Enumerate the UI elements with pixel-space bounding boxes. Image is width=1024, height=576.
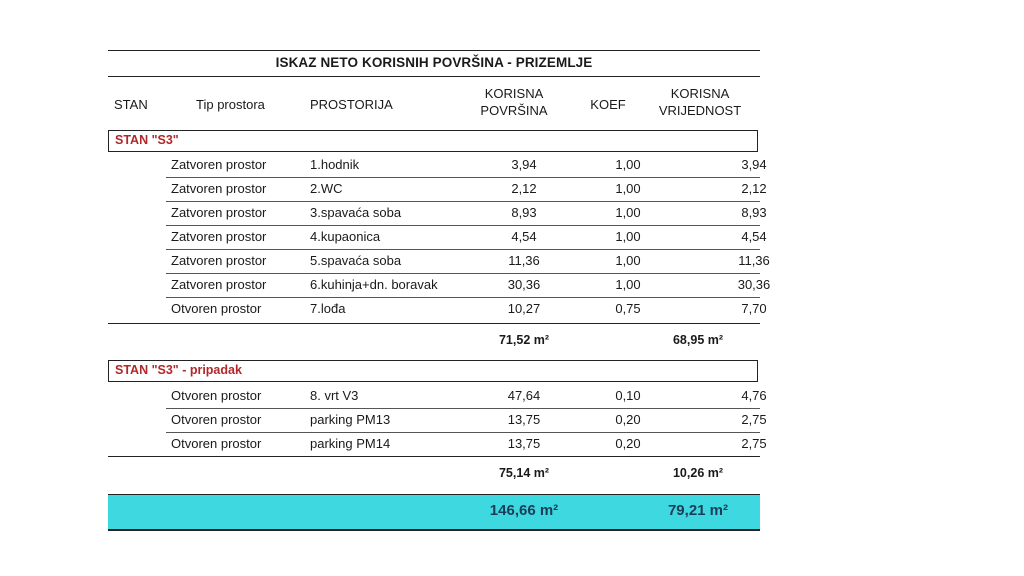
cell-tip: Zatvoren prostor [171,253,267,268]
cell-prostorija: parking PM13 [310,412,391,427]
cell-koef: 1,00 [615,229,641,244]
cell-povrsina: 10,27 [507,301,541,316]
cell-tip: Otvoren prostor [171,436,262,451]
header-vrijednost [640,85,760,119]
total-vrijednost: 79,21 m² [667,502,729,519]
cell-tip: Otvoren prostor [171,388,262,403]
table-row [166,384,767,409]
cell-koef: 1,00 [615,205,641,220]
header-povrsina [454,85,574,119]
cell-povrsina: 8,93 [511,205,537,220]
cell-prostorija: 4.kupaonica [310,229,381,244]
table-title: ISKAZ NETO KORISNIH POVRŠINA - PRIZEMLJE [275,55,593,70]
header-koef: KOEF [590,97,626,112]
cell-vrijednost: 7,70 [741,301,767,316]
cell-prostorija: 2.WC [310,181,343,196]
cell-povrsina: 13,75 [507,412,541,427]
cell-prostorija: 8. vrt V3 [310,388,359,403]
cell-povrsina: 11,36 [508,253,540,268]
cell-tip: Zatvoren prostor [171,205,267,220]
table-row [166,177,767,202]
section-label: STAN "S3" [115,133,179,147]
cell-tip: Zatvoren prostor [171,229,267,244]
cell-povrsina: 13,75 [507,436,541,451]
cell-koef: 1,00 [615,277,641,292]
cell-koef: 0,20 [615,412,641,427]
table-row [166,225,767,250]
header-tip: Tip prostora [196,97,265,112]
cell-prostorija: parking PM14 [310,436,391,451]
cell-koef: 0,75 [615,301,641,316]
table-row [166,297,767,321]
subtotal-povrsina: 75,14 m² [498,466,550,480]
subtotal-vrijednost: 68,95 m² [672,333,724,347]
cell-koef: 0,10 [615,388,641,403]
cell-koef: 1,00 [615,157,641,172]
cell-vrijednost: 4,76 [741,388,767,403]
total-povrsina: 146,66 m² [489,502,559,519]
cell-prostorija: 5.spavaća soba [310,253,402,268]
cell-tip: Zatvoren prostor [171,181,267,196]
header-prostorija: PROSTORIJA [310,97,393,112]
cell-vrijednost: 30,36 [737,277,771,292]
header-vrijednost-line2: VRIJEDNOST [658,103,742,118]
cell-prostorija: 7.lođa [310,301,346,316]
cell-vrijednost: 8,93 [741,205,767,220]
table-row [166,408,767,433]
cell-prostorija: 3.spavaća soba [310,205,402,220]
subtotal-povrsina: 71,52 m² [498,333,550,347]
cell-vrijednost: 2,75 [741,436,767,451]
subtotal-rule [108,323,760,324]
grand-total-bar [108,494,760,531]
cell-tip: Zatvoren prostor [171,277,267,292]
header-povrsina-line2: POVRŠINA [480,103,548,118]
cell-tip: Zatvoren prostor [171,157,267,172]
cell-povrsina: 47,64 [507,388,541,403]
header-vrijednost-line1: KORISNA [670,86,730,101]
cell-vrijednost: 11,36 [738,253,770,268]
table-row [166,273,771,298]
cell-povrsina: 4,54 [511,229,537,244]
cell-vrijednost: 3,94 [741,157,767,172]
cell-koef: 1,00 [615,181,641,196]
cell-tip: Otvoren prostor [171,412,262,427]
table-row [166,432,767,456]
cell-vrijednost: 2,75 [741,412,767,427]
top-rule [108,50,760,51]
title-rule [108,76,760,77]
table-row [166,201,767,226]
cell-vrijednost: 2,12 [741,181,767,196]
header-povrsina-line1: KORISNA [484,86,544,101]
section-label: STAN "S3" - pripadak [115,363,242,377]
table-row [166,249,770,274]
cell-koef: 0,20 [615,436,641,451]
header-stan: STAN [114,97,148,112]
section-header-s3-pripadak [108,360,758,382]
cell-povrsina: 3,94 [511,157,537,172]
cell-povrsina: 2,12 [511,181,537,196]
cell-prostorija: 6.kuhinja+dn. boravak [310,277,438,292]
subtotal-vrijednost: 10,26 m² [672,466,724,480]
cell-vrijednost: 4,54 [741,229,767,244]
section-header-s3 [108,130,758,152]
cell-koef: 1,00 [615,253,641,268]
cell-tip: Otvoren prostor [171,301,262,316]
cell-prostorija: 1.hodnik [310,157,360,172]
cell-povrsina: 30,36 [507,277,541,292]
subtotal-rule [108,456,760,457]
area-table [108,50,771,530]
table-row [166,153,767,178]
